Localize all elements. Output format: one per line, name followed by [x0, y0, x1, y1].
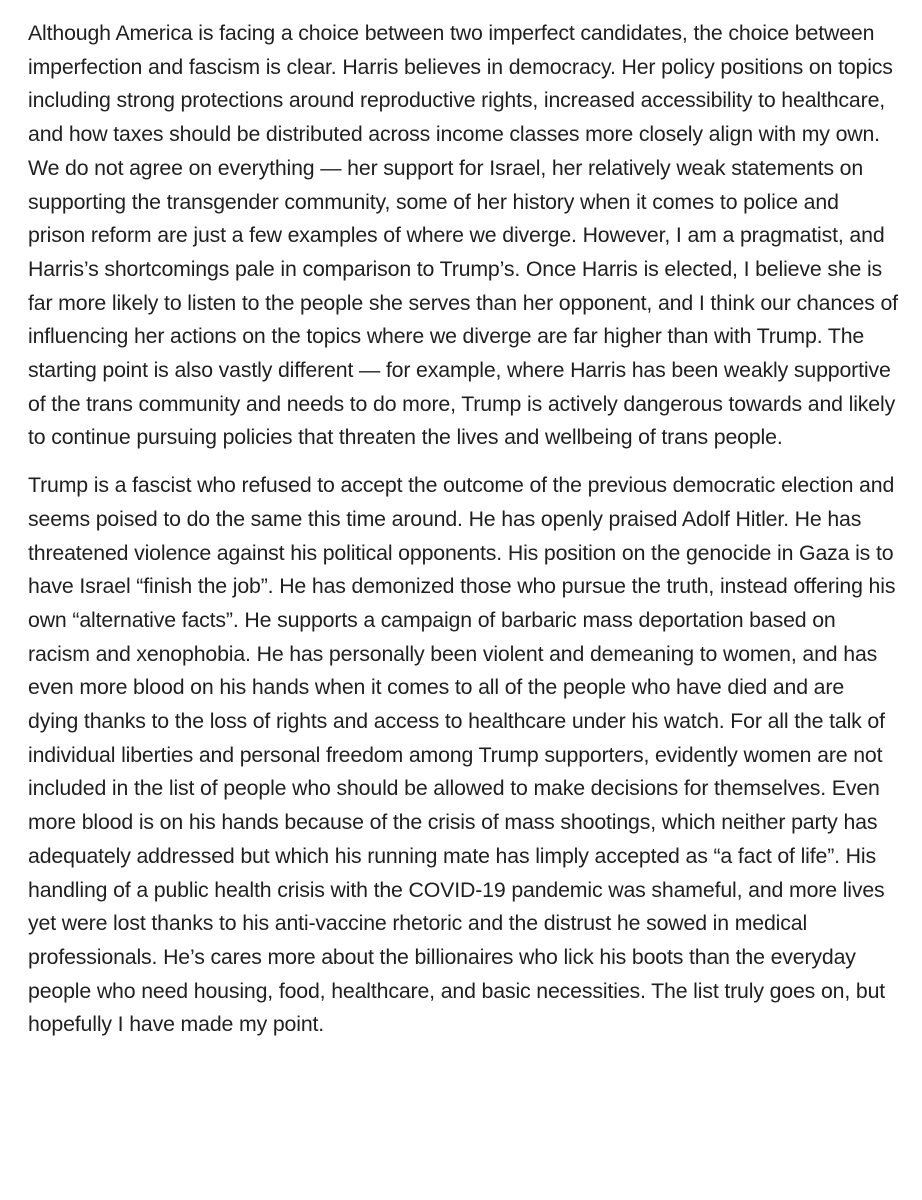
- article-body: [28, 17, 898, 1042]
- paragraph-2: Trump is a fascist who refused to accept the outcome of the previous democratic election and seems poised to do the same this time around. He has openly praised Adolf Hitler. He has threatened violence against his political opponents. His position on the genocide in Gaza is to have Israel “finish the job”. He has demonized those who pursue the truth, instead offering his own “alternative facts”. He supports a campaign of barbaric mass deportation based on racism and xenophobia. He has personally been violent and demeaning to women, and has even more blood on his hands when it comes to all of the people who have died and are dying thanks to the loss of rights and access to healthcare under his watch. For all the talk of individual liberties and personal freedom among Trump supporters, evidently women are not included in the list of people who should be allowed to make decisions for themselves. Even more blood is on his hands because of the crisis of mass shootings, which neither party has adequately addressed but which his running mate has limply accepted as “a fact of life”. His handling of a public health crisis with the COVID-19 pandemic was shameful, and more lives yet were lost thanks to his anti-vaccine rhetoric and the distrust he sowed in medical professionals. He’s cares more about the billionaires who lick his boots than the everyday people who need housing, food, healthcare, and basic necessities. The list truly goes on, but hopefully I have made my point.: [28, 473, 896, 1037]
- paragraph-1: Although America is facing a choice between two imperfect candidates, the choice between imperfection and fascism is clear. Harris believes in democracy. Her policy positions on topics including strong protections around reproductive rights, increased accessibility to healthcare, and how taxes should be distributed across income classes more closely align with my own. We do not agree on everything — her support for Israel, her relatively weak statements on supporting the transgender community, some of her history when it comes to police and prison reform are just a few examples of where we diverge. However, I am a pragmatist, and Harris’s shortcomings pale in comparison to Trump’s. Once Harris is elected, I believe she is far more likely to listen to the people she serves than her opponent, and I think our chances of influencing her actions on the topics where we diverge are far higher than with Trump. The starting point is also vastly different — for example, where Harris has been weakly supportive of the trans community and needs to do more, Trump is actively dangerous towards and likely to continue pursuing policies that threaten the lives and wellbeing of trans people.: [28, 21, 898, 450]
